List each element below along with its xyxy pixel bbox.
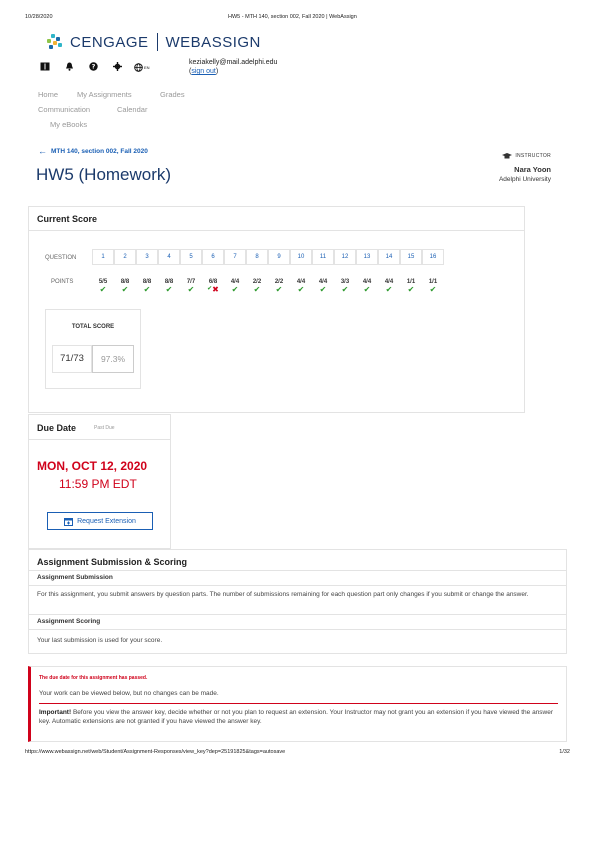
question-link-6[interactable]: 6 xyxy=(202,249,224,265)
print-date: 10/28/2020 xyxy=(25,14,53,20)
notice-panel xyxy=(28,666,567,742)
points-value: 8/8 xyxy=(142,279,152,285)
points-cell xyxy=(158,278,180,294)
breadcrumb-label: MTH 140, section 002, Fall 2020 xyxy=(51,147,148,155)
bell-icon[interactable] xyxy=(62,62,76,73)
question-link-11[interactable]: 11 xyxy=(312,249,334,265)
question-link-14[interactable]: 14 xyxy=(378,249,400,265)
view-only-text: Your work can be viewed below, but no changes can be made. xyxy=(39,690,219,697)
points-cell xyxy=(224,278,246,294)
important-label: Important! xyxy=(39,709,72,716)
points-value: 8/8 xyxy=(120,279,130,285)
brand-divider xyxy=(157,33,158,51)
print-title: HW5 - MTH 140, section 002, Fall 2020 | WebAssign xyxy=(228,14,357,20)
points-cell xyxy=(334,278,356,294)
check-icon: ✔ xyxy=(385,285,393,294)
points-value: 7/7 xyxy=(186,279,196,285)
partial-credit-icon: ✔✖ xyxy=(207,285,219,294)
check-icon: ✔ xyxy=(99,285,107,294)
total-percent: 97.3% xyxy=(92,345,134,373)
check-icon: ✔ xyxy=(165,285,173,294)
points-cell xyxy=(92,278,114,294)
points-label: POINTS xyxy=(51,279,74,285)
book-icon[interactable] xyxy=(38,62,52,73)
points-value: 4/4 xyxy=(230,279,240,285)
question-link-10[interactable]: 10 xyxy=(290,249,312,265)
question-link-9[interactable]: 9 xyxy=(268,249,290,265)
points-cell xyxy=(290,278,312,294)
question-link-16[interactable]: 16 xyxy=(422,249,444,265)
points-value: 4/4 xyxy=(318,279,328,285)
important-note xyxy=(39,708,561,726)
globe-icon[interactable] xyxy=(134,63,156,72)
points-cell xyxy=(312,278,334,294)
back-arrow-icon: ← xyxy=(38,146,47,156)
points-cell xyxy=(114,278,136,294)
scoring-subheading: Assignment Scoring xyxy=(37,618,101,625)
points-value: 2/2 xyxy=(252,279,262,285)
submission-panel xyxy=(28,549,567,654)
points-cell xyxy=(180,278,202,294)
submission-text: For this assignment, you submit answers by question parts. The number of submissions remaining for each question part only changes if you submit or change the answer. xyxy=(37,591,529,598)
points-value: 6/8 xyxy=(208,279,218,285)
due-date-title: Due Date xyxy=(37,423,77,433)
check-icon: ✔ xyxy=(275,285,283,294)
instructor-school: Adelphi University xyxy=(498,176,551,183)
question-link-13[interactable]: 13 xyxy=(356,249,378,265)
check-icon: ✔ xyxy=(341,285,349,294)
points-value: 1/1 xyxy=(406,279,416,285)
question-link-8[interactable]: 8 xyxy=(246,249,268,265)
question-link-2[interactable]: 2 xyxy=(114,249,136,265)
question-label: QUESTION xyxy=(45,255,77,261)
question-link-12[interactable]: 12 xyxy=(334,249,356,265)
help-icon[interactable] xyxy=(86,62,100,73)
past-due-badge: Past Due xyxy=(94,425,115,431)
gear-icon[interactable] xyxy=(110,62,124,73)
nav-calendar[interactable]: Calendar xyxy=(117,105,148,114)
question-link-5[interactable]: 5 xyxy=(180,249,202,265)
points-value: 4/4 xyxy=(296,279,306,285)
print-url: https://www.webassign.net/web/Student/Assignment-Responses/view_key?dep=25191825&tags=autosave xyxy=(25,749,286,755)
points-value: 3/3 xyxy=(340,279,350,285)
due-passed-text: The due date for this assignment has passed. xyxy=(39,675,148,681)
check-icon: ✔ xyxy=(297,285,305,294)
brand-cengage: CENGAGE xyxy=(70,33,149,51)
nav-home[interactable]: Home xyxy=(38,90,59,99)
question-link-7[interactable]: 7 xyxy=(224,249,246,265)
language-code: EN xyxy=(144,64,150,70)
check-icon: ✔ xyxy=(143,285,151,294)
points-value: 4/4 xyxy=(384,279,394,285)
submission-subheading: Assignment Submission xyxy=(37,574,113,581)
question-link-15[interactable]: 15 xyxy=(400,249,422,265)
breadcrumb[interactable] xyxy=(38,146,148,156)
graduation-cap-icon xyxy=(502,153,512,159)
points-cell xyxy=(268,278,290,294)
submission-title: Assignment Submission & Scoring xyxy=(37,557,188,567)
svg-text:?: ? xyxy=(91,62,95,71)
check-icon: ✔ xyxy=(231,285,239,294)
check-icon: ✔ xyxy=(253,285,261,294)
points-value: 4/4 xyxy=(362,279,372,285)
cengage-logo-icon xyxy=(44,33,64,51)
question-link-1[interactable]: 1 xyxy=(92,249,114,265)
nav-communication[interactable]: Communication xyxy=(38,105,91,114)
current-score-title: Current Score xyxy=(37,214,98,224)
important-text: Before you view the answer key, decide whether or not you plan to request an extension. Your Instructor may not grant you an extension if you have viewed the answer key. Automatic extensions are not granted if you have viewed the answer key. xyxy=(39,709,554,725)
check-icon: ✔ xyxy=(429,285,437,294)
points-cell xyxy=(356,278,378,294)
sign-out-link[interactable]: sign out xyxy=(191,68,216,75)
points-value: 5/5 xyxy=(98,279,108,285)
instructor-label: INSTRUCTOR xyxy=(515,153,551,159)
due-date-panel xyxy=(28,414,171,549)
user-info: keziakelly@mail.adelphi.edu (sign out) xyxy=(189,59,278,75)
instructor-name: Nara Yoon xyxy=(514,165,551,174)
user-email: keziakelly@mail.adelphi.edu xyxy=(189,59,278,66)
points-value: 8/8 xyxy=(164,279,174,285)
nav-my-ebooks[interactable]: My eBooks xyxy=(50,120,88,129)
request-extension-label: Request Extension xyxy=(77,517,136,525)
question-link-4[interactable]: 4 xyxy=(158,249,180,265)
points-value: 1/1 xyxy=(428,279,438,285)
total-score-label: TOTAL SCORE xyxy=(71,324,115,330)
instructor-label-row xyxy=(502,153,551,159)
points-cell xyxy=(246,278,268,294)
toolbar xyxy=(38,62,166,73)
total-score-box xyxy=(45,309,141,389)
points-value: 2/2 xyxy=(274,279,284,285)
brand-webassign: WEBASSIGN xyxy=(165,33,261,51)
points-cell xyxy=(400,278,422,294)
check-icon: ✔ xyxy=(407,285,415,294)
brand-logo[interactable] xyxy=(44,32,261,52)
request-extension-button[interactable] xyxy=(47,512,153,530)
points-cell xyxy=(202,278,224,295)
due-time-value: 11:59 PM EDT xyxy=(59,477,137,491)
check-icon: ✔ xyxy=(187,285,195,294)
check-icon: ✔ xyxy=(363,285,371,294)
due-date-value: MON, OCT 12, 2020 xyxy=(37,459,148,473)
question-link-3[interactable]: 3 xyxy=(136,249,158,265)
check-icon: ✔ xyxy=(121,285,129,294)
scoring-text: Your last submission is used for your score. xyxy=(37,637,163,644)
check-icon: ✔ xyxy=(319,285,327,294)
current-score-panel xyxy=(28,206,525,413)
print-page-number: 1/32 xyxy=(559,749,570,755)
nav-grades[interactable]: Grades xyxy=(160,90,185,99)
points-cell xyxy=(136,278,158,294)
nav-my-assignments[interactable]: My Assignments xyxy=(77,90,132,99)
total-points: 71/73 xyxy=(52,345,92,373)
page-title: HW5 (Homework) xyxy=(36,165,172,184)
points-cell xyxy=(378,278,400,294)
calendar-plus-icon xyxy=(64,517,73,526)
points-cell xyxy=(422,278,444,294)
